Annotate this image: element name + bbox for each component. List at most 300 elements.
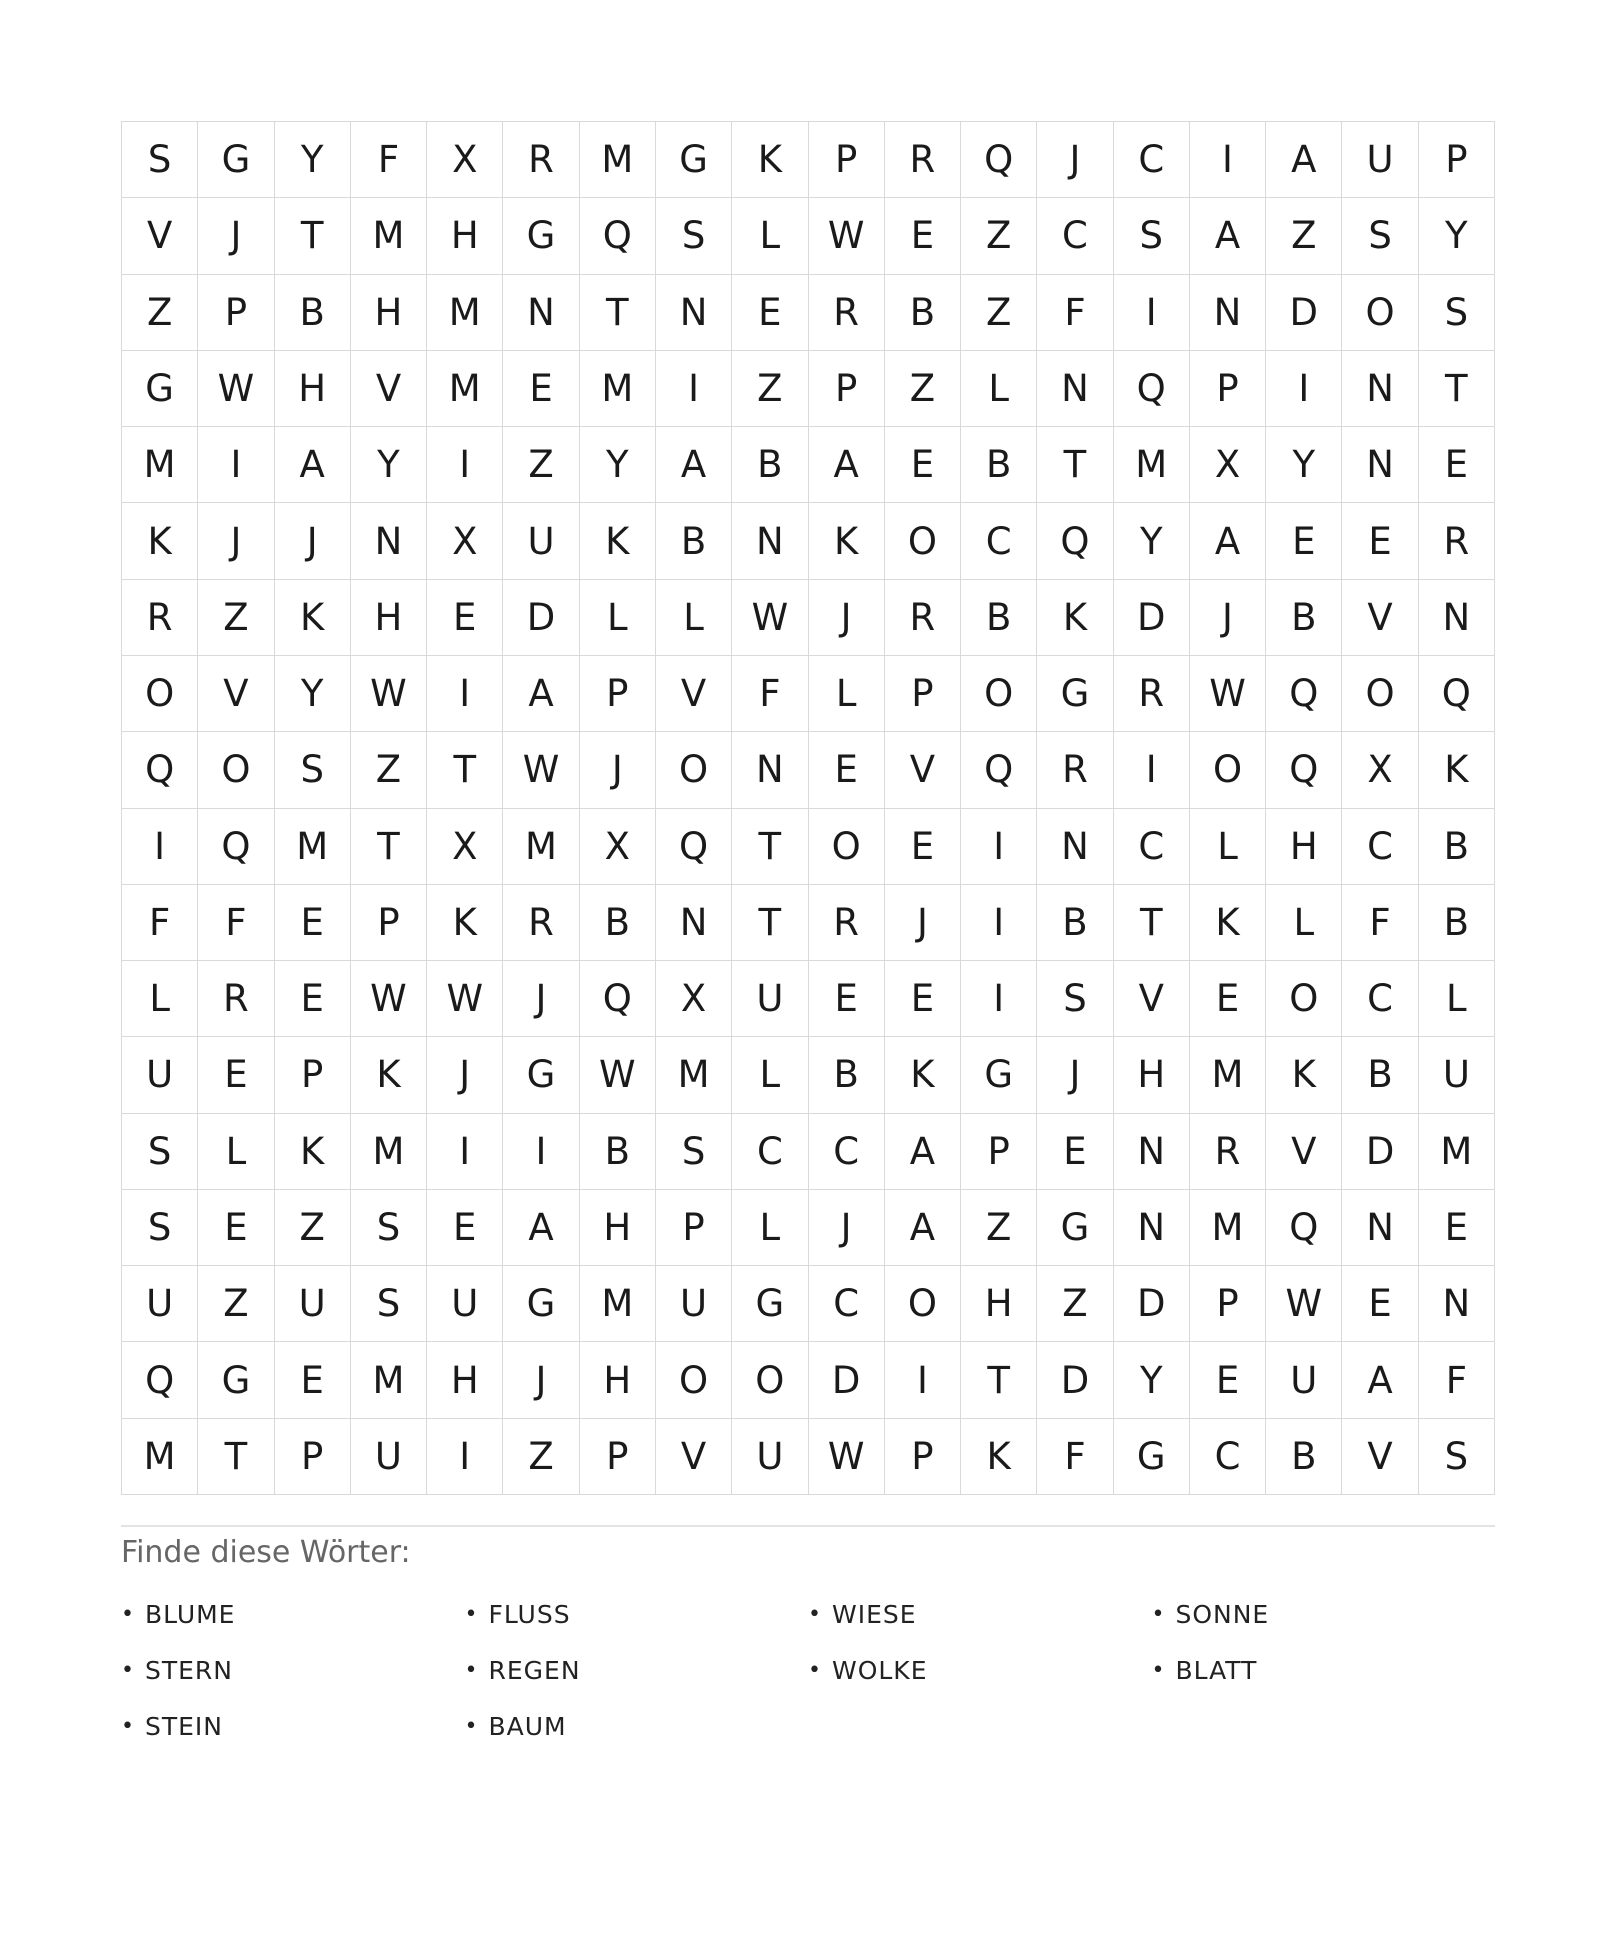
grid-cell[interactable]: M — [580, 122, 656, 198]
grid-cell[interactable]: Y — [1114, 503, 1190, 579]
grid-cell[interactable]: A — [809, 427, 885, 503]
grid-cell[interactable]: C — [1114, 122, 1190, 198]
grid-cell[interactable]: U — [351, 1419, 427, 1495]
grid-cell[interactable]: E — [198, 1037, 274, 1113]
grid-cell[interactable]: Q — [580, 198, 656, 274]
grid-cell[interactable]: B — [1419, 809, 1495, 885]
grid-cell[interactable]: M — [427, 351, 503, 427]
grid-cell[interactable]: L — [1266, 885, 1342, 961]
grid-cell[interactable]: X — [656, 961, 732, 1037]
grid-cell[interactable]: I — [656, 351, 732, 427]
grid-cell[interactable]: X — [427, 503, 503, 579]
grid-cell[interactable]: A — [1266, 122, 1342, 198]
grid-cell[interactable]: G — [503, 1266, 579, 1342]
grid-cell[interactable]: N — [1114, 1114, 1190, 1190]
grid-cell[interactable]: A — [275, 427, 351, 503]
grid-cell[interactable]: W — [198, 351, 274, 427]
grid-cell[interactable]: A — [503, 656, 579, 732]
grid-cell[interactable]: N — [732, 732, 808, 808]
grid-cell[interactable]: O — [1266, 961, 1342, 1037]
grid-cell[interactable]: E — [275, 961, 351, 1037]
grid-cell[interactable]: P — [1190, 351, 1266, 427]
grid-cell[interactable]: G — [198, 1342, 274, 1418]
grid-cell[interactable]: G — [122, 351, 198, 427]
grid-cell[interactable]: I — [427, 1419, 503, 1495]
grid-cell[interactable]: E — [809, 732, 885, 808]
grid-cell[interactable]: T — [198, 1419, 274, 1495]
grid-cell[interactable]: I — [427, 1114, 503, 1190]
grid-cell[interactable]: O — [198, 732, 274, 808]
grid-cell[interactable]: E — [885, 809, 961, 885]
grid-cell[interactable]: F — [1037, 275, 1113, 351]
grid-cell[interactable]: O — [1342, 275, 1418, 351]
grid-cell[interactable]: N — [1190, 275, 1266, 351]
grid-cell[interactable]: U — [656, 1266, 732, 1342]
grid-cell[interactable]: R — [1037, 732, 1113, 808]
grid-cell[interactable]: U — [732, 961, 808, 1037]
grid-cell[interactable]: L — [809, 656, 885, 732]
grid-cell[interactable]: I — [198, 427, 274, 503]
grid-cell[interactable]: J — [885, 885, 961, 961]
grid-cell[interactable]: R — [885, 580, 961, 656]
grid-cell[interactable]: Q — [1266, 732, 1342, 808]
grid-cell[interactable]: K — [732, 122, 808, 198]
grid-cell[interactable]: E — [1342, 1266, 1418, 1342]
grid-cell[interactable]: P — [1419, 122, 1495, 198]
grid-cell[interactable]: Q — [961, 122, 1037, 198]
grid-cell[interactable]: J — [503, 1342, 579, 1418]
grid-cell[interactable]: T — [732, 885, 808, 961]
grid-cell[interactable]: R — [885, 122, 961, 198]
grid-cell[interactable]: K — [1190, 885, 1266, 961]
grid-cell[interactable]: M — [351, 198, 427, 274]
grid-cell[interactable]: Z — [122, 275, 198, 351]
grid-cell[interactable]: D — [1037, 1342, 1113, 1418]
grid-cell[interactable]: T — [732, 809, 808, 885]
grid-cell[interactable]: L — [732, 1037, 808, 1113]
grid-cell[interactable]: W — [427, 961, 503, 1037]
grid-cell[interactable]: O — [885, 503, 961, 579]
grid-cell[interactable]: K — [809, 503, 885, 579]
grid-cell[interactable]: J — [275, 503, 351, 579]
grid-cell[interactable]: U — [503, 503, 579, 579]
grid-cell[interactable]: I — [885, 1342, 961, 1418]
grid-cell[interactable]: V — [1114, 961, 1190, 1037]
grid-cell[interactable]: O — [961, 656, 1037, 732]
grid-cell[interactable]: O — [885, 1266, 961, 1342]
grid-cell[interactable]: B — [732, 427, 808, 503]
grid-cell[interactable]: Z — [961, 275, 1037, 351]
grid-cell[interactable]: L — [732, 198, 808, 274]
grid-cell[interactable]: E — [885, 427, 961, 503]
grid-cell[interactable]: G — [503, 198, 579, 274]
grid-cell[interactable]: T — [580, 275, 656, 351]
grid-cell[interactable]: Q — [961, 732, 1037, 808]
grid-cell[interactable]: F — [122, 885, 198, 961]
grid-cell[interactable]: I — [1266, 351, 1342, 427]
grid-cell[interactable]: Z — [351, 732, 427, 808]
grid-cell[interactable]: N — [1419, 1266, 1495, 1342]
grid-cell[interactable]: A — [656, 427, 732, 503]
grid-cell[interactable]: Q — [198, 809, 274, 885]
grid-cell[interactable]: W — [351, 961, 427, 1037]
grid-cell[interactable]: S — [122, 1190, 198, 1266]
grid-cell[interactable]: Z — [1037, 1266, 1113, 1342]
grid-cell[interactable]: A — [1190, 198, 1266, 274]
grid-cell[interactable]: G — [656, 122, 732, 198]
grid-cell[interactable]: S — [1342, 198, 1418, 274]
grid-cell[interactable]: J — [198, 198, 274, 274]
grid-cell[interactable]: M — [351, 1342, 427, 1418]
grid-cell[interactable]: E — [885, 961, 961, 1037]
grid-cell[interactable]: X — [427, 809, 503, 885]
grid-cell[interactable]: Z — [503, 427, 579, 503]
grid-cell[interactable]: M — [427, 275, 503, 351]
grid-cell[interactable]: E — [503, 351, 579, 427]
grid-cell[interactable]: M — [1114, 427, 1190, 503]
grid-cell[interactable]: O — [732, 1342, 808, 1418]
grid-cell[interactable]: M — [351, 1114, 427, 1190]
grid-cell[interactable]: Q — [122, 1342, 198, 1418]
grid-cell[interactable]: U — [1419, 1037, 1495, 1113]
grid-cell[interactable]: E — [1342, 503, 1418, 579]
grid-cell[interactable]: I — [1190, 122, 1266, 198]
grid-cell[interactable]: S — [1419, 1419, 1495, 1495]
grid-cell[interactable]: Z — [1266, 198, 1342, 274]
grid-cell[interactable]: P — [809, 122, 885, 198]
grid-cell[interactable]: U — [1266, 1342, 1342, 1418]
grid-cell[interactable]: W — [809, 198, 885, 274]
grid-cell[interactable]: B — [961, 427, 1037, 503]
grid-cell[interactable]: V — [1342, 580, 1418, 656]
grid-cell[interactable]: J — [1037, 122, 1113, 198]
grid-cell[interactable]: R — [1190, 1114, 1266, 1190]
grid-cell[interactable]: I — [961, 885, 1037, 961]
grid-cell[interactable]: A — [885, 1114, 961, 1190]
grid-cell[interactable]: V — [1342, 1419, 1418, 1495]
grid-cell[interactable]: Q — [1114, 351, 1190, 427]
grid-cell[interactable]: N — [1037, 351, 1113, 427]
grid-cell[interactable]: I — [961, 809, 1037, 885]
grid-cell[interactable]: H — [961, 1266, 1037, 1342]
grid-cell[interactable]: Y — [275, 122, 351, 198]
grid-cell[interactable]: C — [732, 1114, 808, 1190]
grid-cell[interactable]: G — [198, 122, 274, 198]
grid-cell[interactable]: A — [503, 1190, 579, 1266]
grid-cell[interactable]: E — [1190, 961, 1266, 1037]
grid-cell[interactable]: C — [809, 1114, 885, 1190]
grid-cell[interactable]: S — [656, 198, 732, 274]
grid-cell[interactable]: O — [656, 1342, 732, 1418]
grid-cell[interactable]: C — [809, 1266, 885, 1342]
grid-cell[interactable]: T — [961, 1342, 1037, 1418]
grid-cell[interactable]: W — [1266, 1266, 1342, 1342]
grid-cell[interactable]: C — [961, 503, 1037, 579]
grid-cell[interactable]: W — [1190, 656, 1266, 732]
grid-cell[interactable]: Z — [198, 1266, 274, 1342]
grid-cell[interactable]: S — [275, 732, 351, 808]
grid-cell[interactable]: O — [809, 809, 885, 885]
grid-cell[interactable]: C — [1342, 809, 1418, 885]
grid-cell[interactable]: H — [580, 1342, 656, 1418]
grid-cell[interactable]: K — [122, 503, 198, 579]
grid-cell[interactable]: K — [1037, 580, 1113, 656]
grid-cell[interactable]: J — [1190, 580, 1266, 656]
grid-cell[interactable]: N — [1342, 1190, 1418, 1266]
grid-cell[interactable]: T — [1419, 351, 1495, 427]
grid-cell[interactable]: D — [503, 580, 579, 656]
grid-cell[interactable]: A — [1342, 1342, 1418, 1418]
grid-cell[interactable]: U — [732, 1419, 808, 1495]
grid-cell[interactable]: V — [351, 351, 427, 427]
grid-cell[interactable]: R — [122, 580, 198, 656]
grid-cell[interactable]: A — [885, 1190, 961, 1266]
grid-cell[interactable]: N — [503, 275, 579, 351]
grid-cell[interactable]: S — [351, 1190, 427, 1266]
grid-cell[interactable]: P — [961, 1114, 1037, 1190]
grid-cell[interactable]: K — [427, 885, 503, 961]
grid-cell[interactable]: O — [1342, 656, 1418, 732]
grid-cell[interactable]: P — [885, 1419, 961, 1495]
grid-cell[interactable]: O — [122, 656, 198, 732]
grid-cell[interactable]: Q — [1266, 1190, 1342, 1266]
grid-cell[interactable]: L — [732, 1190, 808, 1266]
grid-cell[interactable]: X — [427, 122, 503, 198]
grid-cell[interactable]: P — [275, 1419, 351, 1495]
grid-cell[interactable]: K — [1419, 732, 1495, 808]
grid-cell[interactable]: P — [656, 1190, 732, 1266]
grid-cell[interactable]: Z — [732, 351, 808, 427]
grid-cell[interactable]: B — [1037, 885, 1113, 961]
grid-cell[interactable]: M — [122, 427, 198, 503]
grid-cell[interactable]: E — [732, 275, 808, 351]
grid-cell[interactable]: A — [1190, 503, 1266, 579]
grid-cell[interactable]: O — [656, 732, 732, 808]
grid-cell[interactable]: N — [656, 275, 732, 351]
grid-cell[interactable]: S — [1114, 198, 1190, 274]
grid-cell[interactable]: S — [1037, 961, 1113, 1037]
grid-cell[interactable]: E — [885, 198, 961, 274]
grid-cell[interactable]: R — [503, 885, 579, 961]
grid-cell[interactable]: M — [1419, 1114, 1495, 1190]
grid-cell[interactable]: F — [1037, 1419, 1113, 1495]
grid-cell[interactable]: M — [580, 1266, 656, 1342]
grid-cell[interactable]: D — [1266, 275, 1342, 351]
grid-cell[interactable]: C — [1190, 1419, 1266, 1495]
grid-cell[interactable]: M — [1190, 1037, 1266, 1113]
grid-cell[interactable]: Y — [351, 427, 427, 503]
grid-cell[interactable]: L — [1419, 961, 1495, 1037]
grid-cell[interactable]: Z — [275, 1190, 351, 1266]
grid-cell[interactable]: K — [351, 1037, 427, 1113]
grid-cell[interactable]: S — [656, 1114, 732, 1190]
grid-cell[interactable]: G — [961, 1037, 1037, 1113]
grid-cell[interactable]: X — [1342, 732, 1418, 808]
grid-cell[interactable]: T — [351, 809, 427, 885]
grid-cell[interactable]: P — [351, 885, 427, 961]
grid-cell[interactable]: M — [656, 1037, 732, 1113]
grid-cell[interactable]: E — [275, 885, 351, 961]
grid-cell[interactable]: C — [1342, 961, 1418, 1037]
grid-cell[interactable]: I — [961, 961, 1037, 1037]
grid-cell[interactable]: W — [503, 732, 579, 808]
grid-cell[interactable]: H — [351, 580, 427, 656]
grid-cell[interactable]: J — [809, 580, 885, 656]
grid-cell[interactable]: L — [122, 961, 198, 1037]
grid-cell[interactable]: Z — [961, 198, 1037, 274]
grid-cell[interactable]: T — [427, 732, 503, 808]
grid-cell[interactable]: N — [1114, 1190, 1190, 1266]
grid-cell[interactable]: W — [580, 1037, 656, 1113]
grid-cell[interactable]: Z — [198, 580, 274, 656]
grid-cell[interactable]: N — [1419, 580, 1495, 656]
grid-cell[interactable]: F — [1342, 885, 1418, 961]
grid-cell[interactable]: O — [1190, 732, 1266, 808]
grid-cell[interactable]: Q — [580, 961, 656, 1037]
grid-cell[interactable]: C — [1114, 809, 1190, 885]
grid-cell[interactable]: N — [351, 503, 427, 579]
grid-cell[interactable]: K — [580, 503, 656, 579]
grid-cell[interactable]: U — [122, 1266, 198, 1342]
grid-cell[interactable]: Y — [580, 427, 656, 503]
grid-cell[interactable]: F — [732, 656, 808, 732]
grid-cell[interactable]: K — [961, 1419, 1037, 1495]
grid-cell[interactable]: F — [198, 885, 274, 961]
grid-cell[interactable]: Q — [656, 809, 732, 885]
grid-cell[interactable]: L — [580, 580, 656, 656]
grid-cell[interactable]: B — [1266, 1419, 1342, 1495]
grid-cell[interactable]: E — [1266, 503, 1342, 579]
grid-cell[interactable]: L — [198, 1114, 274, 1190]
grid-cell[interactable]: E — [427, 580, 503, 656]
grid-cell[interactable]: H — [351, 275, 427, 351]
grid-cell[interactable]: U — [275, 1266, 351, 1342]
grid-cell[interactable]: V — [656, 1419, 732, 1495]
grid-cell[interactable]: J — [1037, 1037, 1113, 1113]
grid-cell[interactable]: G — [1037, 1190, 1113, 1266]
grid-cell[interactable]: U — [1342, 122, 1418, 198]
grid-cell[interactable]: V — [122, 198, 198, 274]
grid-cell[interactable]: H — [275, 351, 351, 427]
grid-cell[interactable]: W — [809, 1419, 885, 1495]
grid-cell[interactable]: T — [1114, 885, 1190, 961]
grid-cell[interactable]: B — [885, 275, 961, 351]
grid-cell[interactable]: Q — [1037, 503, 1113, 579]
grid-cell[interactable]: W — [351, 656, 427, 732]
grid-cell[interactable]: V — [656, 656, 732, 732]
grid-cell[interactable]: Q — [1266, 656, 1342, 732]
grid-cell[interactable]: X — [1190, 427, 1266, 503]
grid-cell[interactable]: G — [503, 1037, 579, 1113]
grid-cell[interactable]: H — [580, 1190, 656, 1266]
grid-cell[interactable]: Y — [275, 656, 351, 732]
grid-cell[interactable]: B — [580, 885, 656, 961]
grid-cell[interactable]: E — [427, 1190, 503, 1266]
grid-cell[interactable]: H — [1266, 809, 1342, 885]
grid-cell[interactable]: N — [732, 503, 808, 579]
grid-cell[interactable]: B — [1266, 580, 1342, 656]
grid-cell[interactable]: X — [580, 809, 656, 885]
grid-cell[interactable]: Z — [885, 351, 961, 427]
grid-cell[interactable]: E — [1037, 1114, 1113, 1190]
grid-cell[interactable]: I — [503, 1114, 579, 1190]
grid-cell[interactable]: N — [656, 885, 732, 961]
grid-cell[interactable]: L — [1190, 809, 1266, 885]
grid-cell[interactable]: M — [503, 809, 579, 885]
grid-cell[interactable]: T — [1037, 427, 1113, 503]
grid-cell[interactable]: E — [275, 1342, 351, 1418]
grid-cell[interactable]: B — [275, 275, 351, 351]
grid-cell[interactable]: R — [503, 122, 579, 198]
grid-cell[interactable]: G — [1114, 1419, 1190, 1495]
grid-cell[interactable]: I — [1114, 275, 1190, 351]
grid-cell[interactable]: C — [1037, 198, 1113, 274]
grid-cell[interactable]: V — [885, 732, 961, 808]
grid-cell[interactable]: Q — [122, 732, 198, 808]
grid-cell[interactable]: E — [1419, 1190, 1495, 1266]
grid-cell[interactable]: P — [580, 656, 656, 732]
grid-cell[interactable]: Z — [503, 1419, 579, 1495]
grid-cell[interactable]: V — [198, 656, 274, 732]
grid-cell[interactable]: P — [198, 275, 274, 351]
grid-cell[interactable]: U — [427, 1266, 503, 1342]
grid-cell[interactable]: R — [1114, 656, 1190, 732]
grid-cell[interactable]: B — [580, 1114, 656, 1190]
grid-cell[interactable]: Z — [961, 1190, 1037, 1266]
grid-cell[interactable]: B — [1342, 1037, 1418, 1113]
grid-cell[interactable]: P — [809, 351, 885, 427]
grid-cell[interactable]: K — [275, 580, 351, 656]
grid-cell[interactable]: I — [122, 809, 198, 885]
grid-cell[interactable]: S — [122, 1114, 198, 1190]
grid-cell[interactable]: N — [1342, 351, 1418, 427]
grid-cell[interactable]: Q — [1419, 656, 1495, 732]
grid-cell[interactable]: E — [198, 1190, 274, 1266]
grid-cell[interactable]: L — [656, 580, 732, 656]
grid-cell[interactable]: J — [198, 503, 274, 579]
grid-cell[interactable]: R — [809, 275, 885, 351]
grid-cell[interactable]: E — [1190, 1342, 1266, 1418]
grid-cell[interactable]: H — [1114, 1037, 1190, 1113]
grid-cell[interactable]: Y — [1114, 1342, 1190, 1418]
grid-cell[interactable]: E — [809, 961, 885, 1037]
grid-cell[interactable]: R — [198, 961, 274, 1037]
grid-cell[interactable]: R — [809, 885, 885, 961]
grid-cell[interactable]: N — [1037, 809, 1113, 885]
grid-cell[interactable]: L — [961, 351, 1037, 427]
grid-cell[interactable]: B — [809, 1037, 885, 1113]
grid-cell[interactable]: G — [1037, 656, 1113, 732]
grid-cell[interactable]: M — [275, 809, 351, 885]
grid-cell[interactable]: H — [427, 1342, 503, 1418]
grid-cell[interactable]: I — [427, 656, 503, 732]
grid-cell[interactable]: R — [1419, 503, 1495, 579]
grid-cell[interactable]: T — [275, 198, 351, 274]
grid-cell[interactable]: J — [809, 1190, 885, 1266]
grid-cell[interactable]: P — [1190, 1266, 1266, 1342]
grid-cell[interactable]: D — [1342, 1114, 1418, 1190]
grid-cell[interactable]: K — [275, 1114, 351, 1190]
grid-cell[interactable]: Y — [1266, 427, 1342, 503]
grid-cell[interactable]: B — [1419, 885, 1495, 961]
grid-cell[interactable]: J — [427, 1037, 503, 1113]
grid-cell[interactable]: I — [1114, 732, 1190, 808]
grid-cell[interactable]: F — [1419, 1342, 1495, 1418]
grid-cell[interactable]: J — [580, 732, 656, 808]
grid-cell[interactable]: V — [1266, 1114, 1342, 1190]
grid-cell[interactable]: G — [732, 1266, 808, 1342]
grid-cell[interactable]: U — [122, 1037, 198, 1113]
